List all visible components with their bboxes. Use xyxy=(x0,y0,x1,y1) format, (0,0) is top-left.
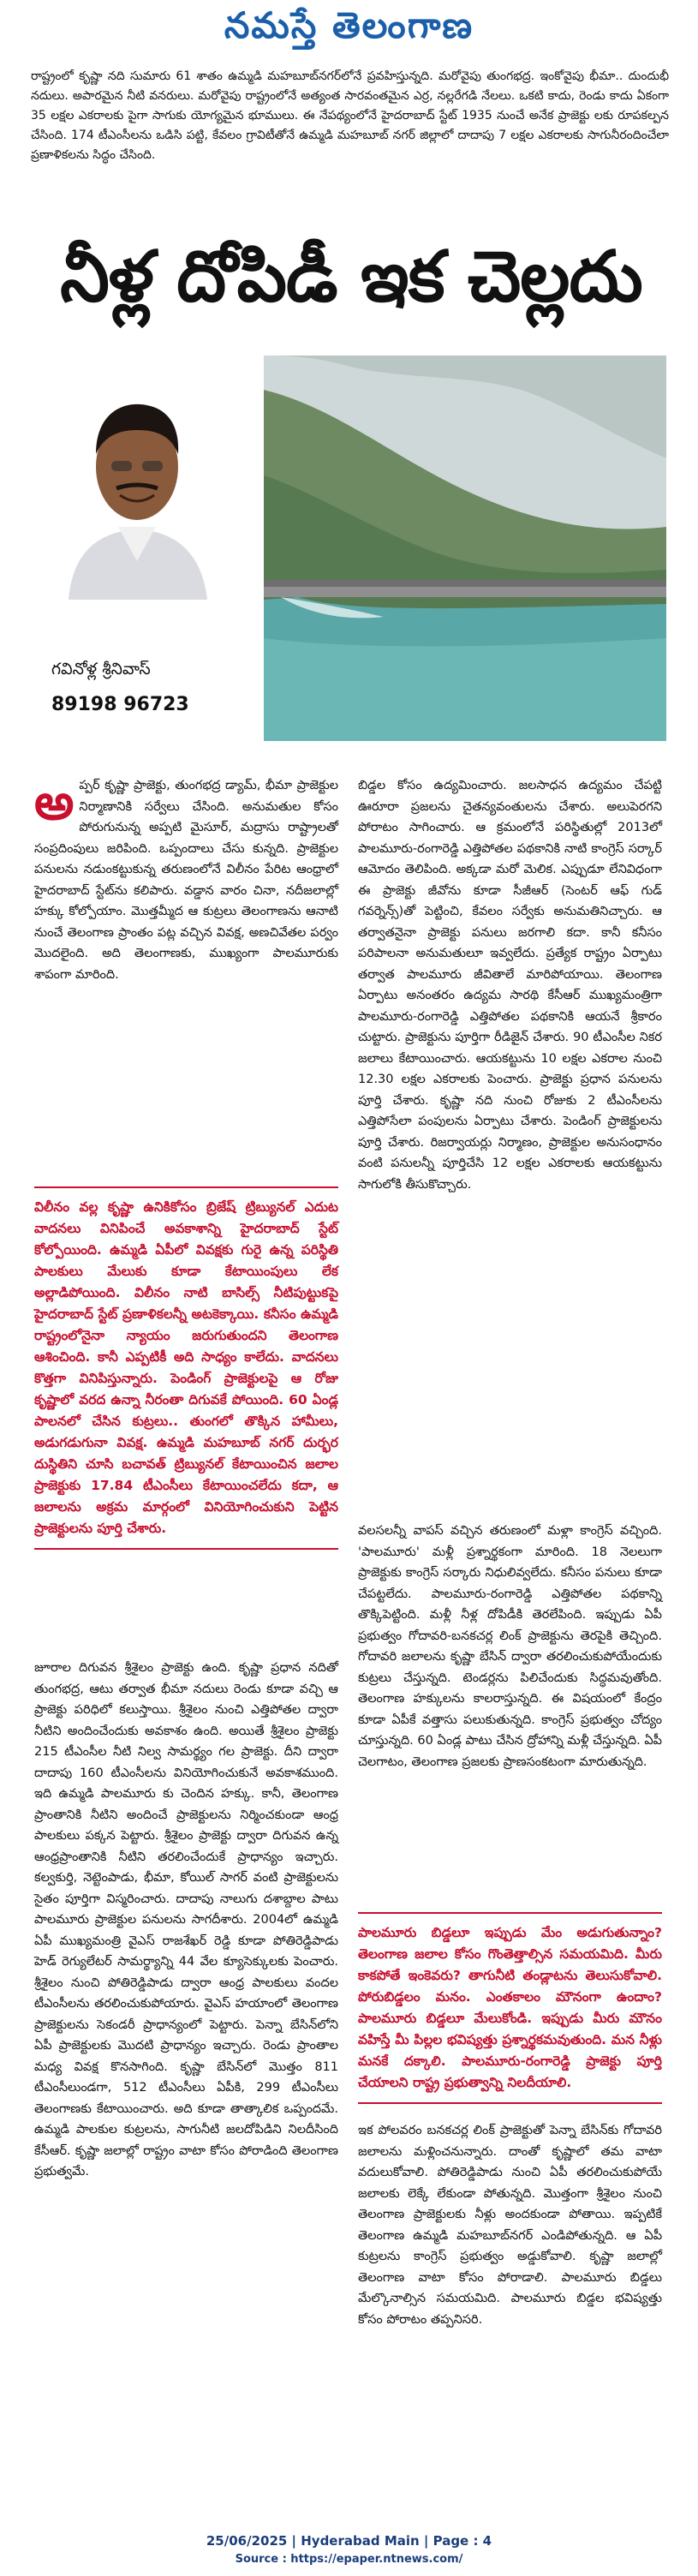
masthead xyxy=(0,0,698,60)
article-column-left-bottom: జూరాల దిగువన శ్రీశైలం ప్రాజెక్టు ఉంది. కృష్ణా ప్రధాన నదితో తుంగభద్ర, ఆటు తర్వాత భీమా నదులు రెండు కూడా వచ్చి ఆ ప్రాజెక్టు పరిధిలో కలుస్తాయి. శ్రీశైలం నుంచి ఎత్తిపోతల ద్వారా నీటిని అందించేందుకు అవకాశం ఉంది. అయితే శ్రీశైలం ప్రాజెక్టు 215 టీఎంసీల నీటి నిల్వ సామర్థ్యం గల ప్రాజెక్టు. దీని ద్వారా దాదాపు 160 టీఎంసీలను వినియోగించుకునే అవకాశముంది. ఇది ఉమ్మడి పాలమూరు కు చెందిన హక్కు. కానీ, తెలంగాణ ప్రాంతానికి నీటిని అందించే ప్రాజెక్టులను నిర్మించకుండా ఆంధ్ర పాలకులు పక్కన పెట్టారు. శ్రీశైలం ప్రాజెక్టు ద్వారా దిగువన ఉన్న ఆంధ్రప్రాంతానికి నీటిని తరలించేందుకే ప్రాధాన్యం ఇచ్చారు. కల్వకుర్తి, నెట్టెంపాడు, భీమా, కోయిల్ సాగర్ వంటి ప్రాజెక్టులను సైతం పూర్తిగా విస్మరించారు. దాదాపు నాలుగు దశాబ్దాల పాటు పాలమూరు ప్రాజెక్టుల పనులను సాగదీశారు. 2004లో ఉమ్మడి ఏపీ ముఖ్యమంత్రి వైఎస్ రాజశేఖర్ రెడ్డి కూడా పోతిరెడ్డిపాడు హెడ్ రెగ్యులేటర్ సామర్థ్యాన్ని 44 వేల క్యూసెక్కులకు పెంచారు. శ్రీశైలం నుంచి పోతిరెడ్డిపాడు ద్వారా ఆంధ్ర పాలకులు వందల టీఎంసీలను తరలించుకుపోయారు. వైఎస్ హయాంలో తెలంగాణ ప్రాజెక్టులను సెకండరీ ప్రాధాన్యంలో పెట్టారు. పెన్నా బేసిన్‌లోని ఏపీ ప్రాజెక్టులకు మొదటి ప్రాధాన్యం ఇచ్చారు. రెండు ప్రాంతాల మధ్య వివక్ష కొనసాగింది. కృష్ణా బేసిన్‌లో మొత్తం 811 టీఎంసీలుండగా, 512 టీఎంసీలు ఏపీకి, 299 టీఎంసీలు తెలంగాణకు కేటాయించారు. అది కూడా తాత్కాలిక ఒప్పందమే. ఉమ్మడి పాలకుల కుట్రలను, సాగునీటి జలదోపిడిని నిలదీసింది కేసీఆర్. కృష్ణా జలాల్లో రాష్ట్రం వాటా కోసం పోరాడింది తెలంగాణ ప్రభుత్వమే. xyxy=(34,1661,338,2179)
author-photo xyxy=(51,368,223,600)
article-column-left-top xyxy=(34,775,338,985)
pull-quote-right: పాలమూరు బిడ్డలూ ఇప్పుడు మేం అడుగుతున్నాం? తెలంగాణ జలాల కోసం గొంతెత్తాల్సిన సమయమిది. మీరు కాకపోతే ఇంకెవరు? తాగునీటి తండ్లాటను తెలుసుకోవాలి. పోరుబిడ్డలం మనం. ఎంతకాలం మౌనంగా ఉందాం? పాలమూరు బిడ్డలూ మేలుకోండి. ఇప్పుడు మీరు మౌనం వహిస్తే మీ పిల్లల భవిష్యత్తు ప్రశ్నార్థకమవుతుంది. మన నీళ్లు మనకే దక్కాలి. పాలమూరు-రంగారెడ్డి ప్రాజెక్టు పూర్తి చేయాలని రాష్ట్ర ప్రభుత్వాన్ని నిలదీయాలి. xyxy=(358,1912,662,2104)
article-text-left-top: ప్పర్ కృష్ణా ప్రాజెక్టు, తుంగభద్ర డ్యామ్, భీమా ప్రాజెక్టుల నిర్మాణానికి సర్వేలు చేసింది. అనుమతుల కోసం పోరుగునున్న అప్పటి మైసూర్, మద్రాసు రాష్ట్రాలతో సంప్రదింపులు జరిపింది. ఒప్పందాలు చేసు కున్నది. ప్రాజెక్టుల పనులను నడుంకట్టుకున్న తరుణంలోనే విలీనం పేరిట ఆంధ్రాలో హైదరాబాద్ స్టేట్‌ను కలిపారు. వడ్డాన వారం చినా, నదీజలాల్లో హక్కు కోల్పోయాం. మొత్తమ్మీద ఆ కుట్రలు తెలంగాణను ఆనాటి నుంచే తెలంగాణ ప్రాంతం పట్ల వచ్చిన వివక్ష, అణచివేతల పర్వం మొదలైంది. అది తెలంగాణకు, ముఖ్యంగా పాలమూరుకు శాపంగా మారింది. xyxy=(34,779,338,982)
pull-quote-left: విలీనం వల్ల కృష్ణా ఉనికికోసం బ్రిజేష్ ట్రిబ్యునల్ ఎదుట వాదనలు వినిపించే అవకాశాన్ని హైదరాబాద్ స్టేట్ కోల్పోయింది. ఉమ్మడి ఏపీలో వివక్షకు గురై ఉన్న పరిస్థితి పాలకులు మేలుకు కూడా కేటాయింపులు లేక అల్లాడిపోయింది. విలీనం నాటి బాసిల్స్ నీటిపుట్టుకపై హైదరాబాద్ స్టేట్ ప్రణాళికలన్నీ అటకెక్కాయి. కనీసం ఉమ్మడి రాష్ట్రంలోనైనా న్యాయం జరుగుతుందని తెలంగాణ ఆశించింది. కానీ ఎప్పటికీ అది సాధ్యం కాలేదు. వాదనలు కొత్తగా వినిపిస్తున్నారు. పెండింగ్ ప్రాజెక్టులపై ఆ రోజు కృష్ణాలో వరద ఉన్నా నీరంతా దిగువకే పోయింది. 60 ఏండ్ల పాలనలో చేసిన కుట్రలు.. తుంగలో తొక్కిన హామీలు, అడుగడుగునా వివక్ష. ఉమ్మడి మహబూబ్ నగర్ దుర్భర దుస్థితిని చూసి బచావత్ ట్రిబ్యునల్ కేటాయించిన జలాల ప్రాజెక్టుకు 17.84 టీఎంసీలు కేటాయించలేదు కదా, ఆ జలాలను అక్రమ మార్గంలో వినియోగించుకుని పెట్టిన ప్రాజెక్టులను పూర్తి చేశారు. xyxy=(34,1186,338,1550)
intro-paragraph: రాష్ట్రంలో కృష్ణా నది సుమారు 61 శాతం ఉమ్మడి మహబూబ్‌నగర్‌లోనే ప్రవహిస్తున్నది. మరోవైపు తుంగభద్ర. ఇంకోవైపు భీమా.. దుందుభీ నదులు. అపారమైన నీటి వనరులు. మరోవైపు రాష్ట్రంలోనే అత్యంత సారవంతమైన ఎర్ర, నల్లరేగడి నేలలు. ఒకటి కాదు, రెండు కాదు ఏకంగా 35 లక్షల ఎకరాలకు పైగా సాగుకు యోగ్యమైన భూములు. ఈ నేపథ్యంలోనే హైదరాబాద్ స్టేట్ 1935 నుంచే అనేక ప్రాజెక్టు లకు రూపకల్పన చేసింది. 174 టీఎంసీలను ఒడిసి పట్టి, కేవలం గ్రావిటీతోనే ఉమ్మడి మహబూబ్ నగర్ జిల్లాలో దాదాపు 7 లక్షల ఎకరాలకు సాగునీరందించేలా ప్రణాళికలను సిద్ధం చేసింది. xyxy=(31,69,669,162)
footer-source-line: Source : https://epaper.ntnews.com/ xyxy=(235,2553,463,2566)
article-column-right-top: బిడ్డల కోసం ఉద్యమించారు. జలసాధన ఉద్యమం చేపట్టి ఊరూరా ప్రజలను చైతన్యవంతులను చేశారు. అలుపెరగని పోరాటం సాగించారు. ఆ క్రమంలోనే పరిస్థితుల్లో 2013లో పాలమూరు-రంగారెడ్డి ఎత్తిపోతల పథకానికి నాటి కాంగ్రెస్ సర్కార్ ఆమోదం తెలిపింది. అక్కడా మరో మెలిక. ఎప్పుడూ లేనివిధంగా ఈ ప్రాజెక్టు జీవోను కూడా సీజీఆర్ (సెంటర్ ఆఫ్ గుడ్ గవర్నెన్స్)తో పెట్టించి, కేవలం సర్వేకు అనుమతినిచ్చారు. ఆ తర్వాతనైనా ప్రాజెక్టు పనులు జరగాలి కదా. కానీ కనీసం పరిపాలనా అనుమతులూ ఇవ్వలేదు. ప్రత్యేక రాష్ట్రం ఏర్పాటు తర్వాత పాలమూరు జీవితాలే మారిపోయాయి. తెలంగాణ ఏర్పాటు అనంతరం ఉద్యమ సారథి కేసీఆర్ ముఖ్యమంత్రిగా పాలమూరు-రంగారెడ్డి ఎత్తిపోతల పథకానికి ఆయనే శ్రీకారం చుట్టారు. ప్రాజెక్టును పూర్తిగా రీడిజైన్ చేశారు. 90 టీఎంసీల నికర జలాలు కేటాయించారు. ఆయకట్టును 10 లక్షల ఎకరాల నుంచి 12.30 లక్షల ఎకరాలకు పెంచారు. ప్రాజెక్టు ప్రధాన పనులను పూర్తి చేశారు. కృష్ణా నది నుంచి రోజుకు 2 టీఎంసీలను ఎత్తిపోసేలా పంపులను ఏర్పాటు చేశారు. పెండింగ్ ప్రాజెక్టులను పూర్తి చేశారు. రిజర్వాయర్లు నిర్మాణం, ప్రాజెక్టుల అనుసంధానం వంటి పనులన్నీ పూర్తిచేసి 12 లక్షల ఎకరాలకు ఆయకట్టును సాగులోకి తీసుకొచ్చారు. xyxy=(358,779,662,1192)
masthead-title: నమస్తే తెలంగాణ xyxy=(224,4,474,46)
article-column-right-mid: వలసలన్నీ వాపస్ వచ్చిన తరుణంలో మళ్లా కాంగ్రెస్ వచ్చింది. 'పాలమూరు' మళ్లీ ప్రశ్నార్థకంగా మారింది. 18 నెలలుగా ప్రాజెక్టుకు కాంగ్రెస్ సర్కారు నిధులివ్వలేదు. కనీసం పనులు కూడా చేపట్టలేదు. పాలమూరు-రంగారెడ్డి ఎత్తిపోతల పథకాన్ని తొక్కిపెట్టింది. మళ్లీ నీళ్ల దోపిడీకి తెరలేపింది. ఇప్పుడు ఏపీ ప్రభుత్వం గోదావరి-బనకచర్ల లింక్ ప్రాజెక్టును తెరపైకి తెచ్చింది. గోదావరి జలాలను కృష్ణా బేసిన్ ద్వారా తరలించుకుపోయేందుకు కుట్రలు చేస్తున్నది. టెండర్లను పిలిచేందుకు సిద్ధమవుతోంది. తెలంగాణ హక్కులను కాలరాస్తున్నది. ఈ విషయంలో కేంద్రం కూడా ఏపీకే వత్తాసు పలుకుతున్నది. కాంగ్రెస్ ప్రభుత్వం చోద్యం చూస్తున్నది. 60 ఏండ్ల పాటు చేసిన ద్రోహాన్ని మళ్లీ చేస్తున్నది. ఏపీ చెలగాటం, తెలంగాణ ప్రజలకు ప్రాణసంకటంగా మారుతున్నది. xyxy=(358,1524,662,1769)
headline: నీళ్ల దోపిడీ ఇక చెల్లదు xyxy=(60,236,642,318)
footer-date-line: 25/06/2025 | Hyderabad Main | Page : 4 xyxy=(206,2533,492,2549)
article-column-right-bottom: ఇక పోలవరం బనకచర్ల లింక్ ప్రాజెక్టుతో పెన్నా బేసిన్‌కు గోదావరి జలాలను మళ్లించనున్నారు. దాంతో కృష్ణాలో తమ వాటా వదులుకోవాలి. పోతిరెడ్డిపాడు నుంచి ఏపీ తరలించుకుపోయే జలాలకు లెక్కే లేకుండా పోతున్నది. మొత్తంగా శ్రీశైలం నుంచి తెలంగాణ ప్రాజెక్టులకు నీళ్లు అందకుండా పోతాయి. ఇప్పటికే తెలంగాణ ఉమ్మడి మహబూబ్‌నగర్ ఎండిపోతున్నది. ఆ ఏపీ కుట్రలను కాంగ్రెస్ ప్రభుత్వం అడ్డుకోవాలి. కృష్ణా జలాల్లో తెలంగాణ వాటా కోసం పోరాడాలి. పాలమూరు బిడ్డలు మేల్కొనాల్సిన సమయమిది. పాలమూరు బిడ్డల భవిష్యత్తు కోసం పోరాటం తప్పనిసరి. xyxy=(358,2124,662,2327)
author-name: గవినోళ్ల శ్రీనివాస్ xyxy=(51,660,151,678)
dropcap: అ xyxy=(34,773,75,831)
dam-photo xyxy=(264,356,666,741)
author-phone: 89198 96723 xyxy=(51,694,189,715)
